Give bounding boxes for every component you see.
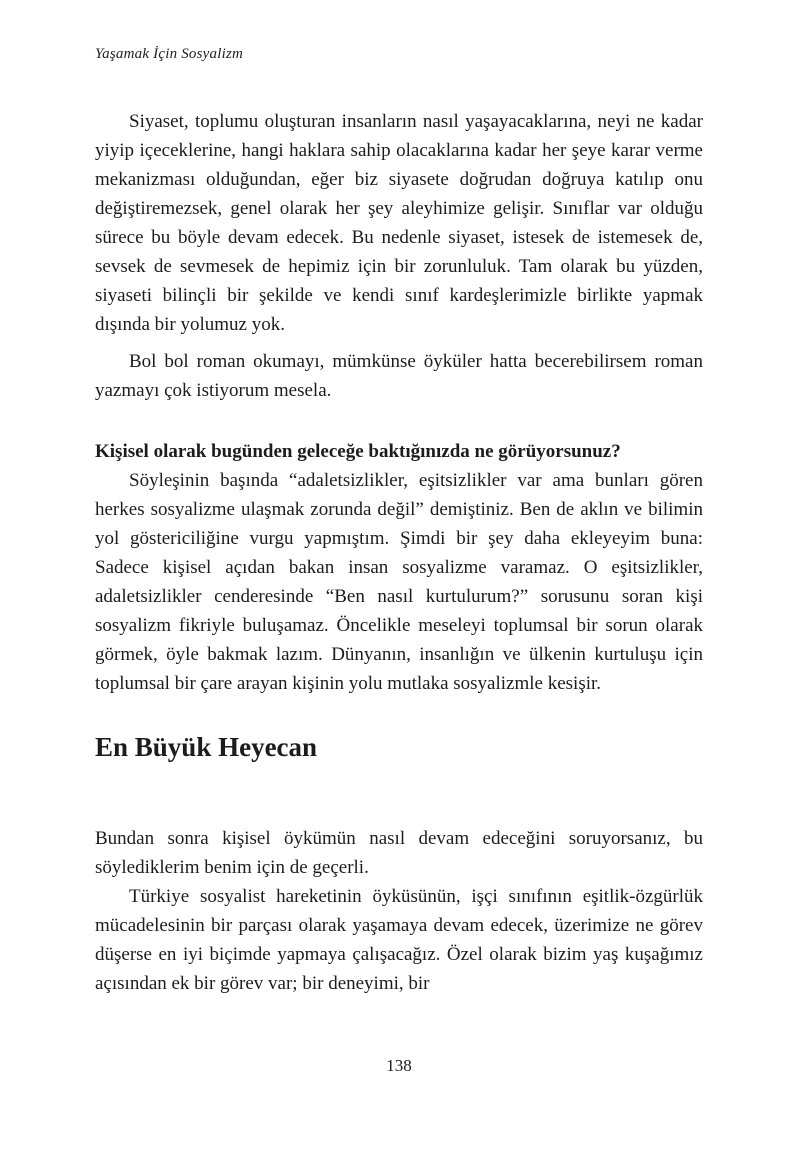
interview-question: Kişisel olarak bugünden geleceğe baktığınızda ne görüyorsunuz? xyxy=(95,441,621,462)
paragraph: Siyaset, toplumu oluşturan insanların nasıl yaşayacaklarına, neyi ne kadar yiyip içeceklerine, hangi haklara sahip olacaklarına kadar her şeye karar verme mekanizması olduğundan, eğer biz siyasete doğrudan doğruya katılıp onu değiştiremezsek, genel olarak her şey aleyhimize gelişir. Sınıflar var olduğu sürece bu böyle devam edecek. Bu nedenle siyaset, istesek de istemesek de, sevsek de sevmesek de hepimiz için bir zorunluluk. Tam olarak bu yüzden, siyaseti bilinçli bir şekilde ve kendi sınıf kardeşlerimizle birlikte yapmak dışında bir yolumuz yok. xyxy=(95,111,703,335)
paragraph: Söyleşinin başında “adaletsizlikler, eşitsizlikler var ama bunları gören herkes sosyalizme ulaşmak zorunda değil” demiştiniz. Ben de aklın ve bilimin yol göstericiliğine vurgu yapmıştım. Şimdi bir şey daha ekleyeyim buna: Sadece kişisel açıdan bakan insan sosyalizme varamaz. O eşitsizlikler, adaletsizlikler cenderesinde “Ben nasıl kurtulurum?” sorusunu soran kişi sosyalizm fikriyle buluşamaz. Öncelikle meseleyi toplumsal bir sorun olarak görmek, öyle bakmak lazım. Dünyanın, insanlığın ve ülkenin kurtuluşu için toplumsal bir çare arayan kişinin yolu mutlaka sosyalizmle kesişir. xyxy=(95,470,703,694)
page-body-text xyxy=(95,107,703,998)
running-header: Yaşamak İçin Sosyalizm xyxy=(95,46,244,62)
book-page xyxy=(95,0,703,998)
paragraph: Bol bol roman okumayı, mümkünse öyküler hatta becerebilirsem roman yazmayı çok istiyorum mesela. xyxy=(95,351,703,401)
section-heading: En Büyük Heyecan xyxy=(95,732,318,762)
page-number: 138 xyxy=(386,1056,412,1075)
paragraph: Bundan sonra kişisel öykümün nasıl devam edeceğini soruyorsanız, bu söylediklerim benim için de geçerli. xyxy=(95,828,703,878)
paragraph: Türkiye sosyalist hareketinin öyküsünün, işçi sınıfının eşitlik-özgürlük mücadelesinin bir parçası olarak yaşamaya devam edecek, üzerimize ne görev düşerse en iyi biçimde yapmaya çalışacağız. Özel olarak bizim yaş kuşağımız açısından ek bir görev var; bir deneyimi, bir xyxy=(95,886,703,994)
